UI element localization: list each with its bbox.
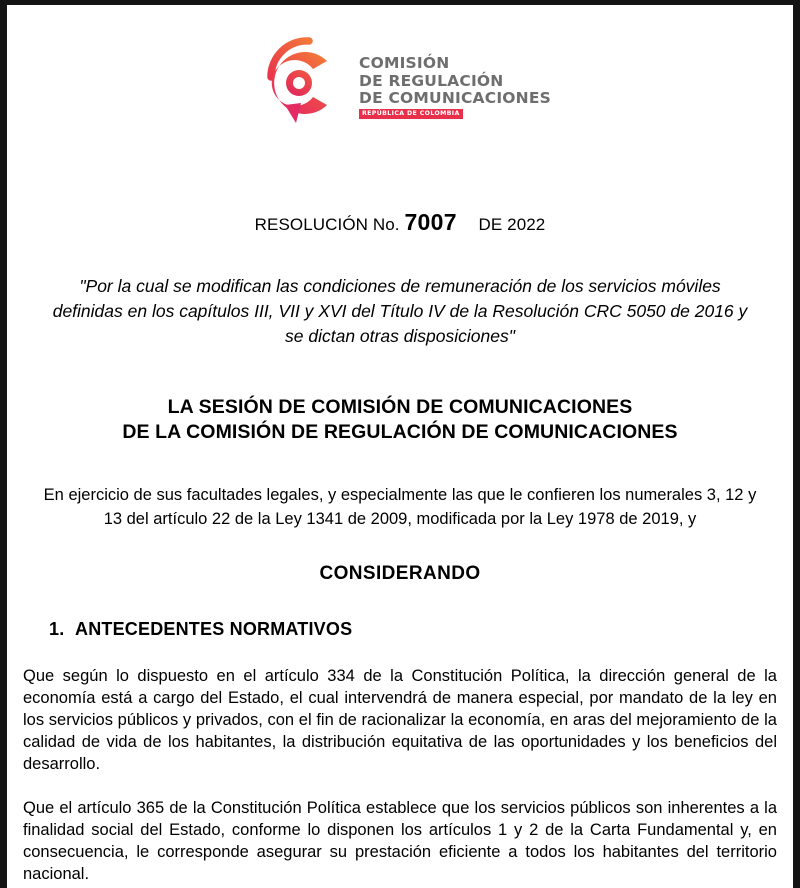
body-paragraph: Que según lo dispuesto en el artículo 334 de la Constitución Política, la dirección general de la economía está a cargo del Estado, el cual intervendrá de manera especial, por mandato de la ley en los servicios públicos y privados, con el fin de racionalizar la economía, en aras del mejoramiento de la calidad de vida de los habitantes, la distribución equitativa de las oportunidades y los beneficios del desarrollo. <box>23 667 777 773</box>
logo-line-3: DE COMUNICACIONES <box>359 89 551 108</box>
logo-country-banner: REPÚBLICA DE COLOMBIA <box>359 109 463 118</box>
logo-header <box>23 5 777 125</box>
issuing-body-line-2: DE LA COMISIÓN DE REGULACIÓN DE COMUNICACIONES <box>122 421 678 444</box>
crc-logo-mark-icon <box>249 31 353 135</box>
body-paragraph: Que el artículo 365 de la Constitución Política establece que los servicios públicos son inherentes a la finalidad social del Estado, conforme lo disponen los artículos 1 y 2 de la Carta Fundamental y, en consecuencia, le corresponde asegurar su prestación eficiente a todos los habitantes del territorio nacional. <box>23 798 777 883</box>
section-title: ANTECEDENTES NORMATIVOS <box>75 619 353 640</box>
resolution-subtitle: "Por la cual se modifican las condiciones de remuneración de los servicios móviles definidas en los capítulos III, VII y XVI del Título IV de la Resolución CRC 5050 de 2016 y se dictan otras disposiciones" <box>52 276 748 346</box>
resolution-prefix: RESOLUCIÓN No. <box>254 215 400 234</box>
crc-logo-text <box>359 47 551 118</box>
resolution-header <box>23 209 777 236</box>
crc-logo <box>249 31 551 135</box>
document-content <box>9 5 791 888</box>
document-page <box>7 5 793 888</box>
resolution-number: 7007 <box>404 209 457 235</box>
section-number: 1. <box>49 619 65 640</box>
section-heading-antecedentes <box>23 619 777 640</box>
logo-line-1: COMISIÓN <box>359 54 450 73</box>
logo-line-2: DE REGULACIÓN <box>359 71 504 90</box>
considerando-heading: CONSIDERANDO <box>319 563 481 585</box>
legal-faculties-text: En ejercicio de sus facultades legales, y especialmente las que le confieren los numerales 3, 12 y 13 del artículo 22 de la Ley 1341 de 2009, modificada por la Ley 1978 de 2019, y <box>43 486 757 528</box>
resolution-suffix: DE 2022 <box>478 215 546 234</box>
issuing-body-heading <box>23 395 777 447</box>
issuing-body-line-1: LA SESIÓN DE COMISIÓN DE COMUNICACIONES <box>167 395 633 418</box>
